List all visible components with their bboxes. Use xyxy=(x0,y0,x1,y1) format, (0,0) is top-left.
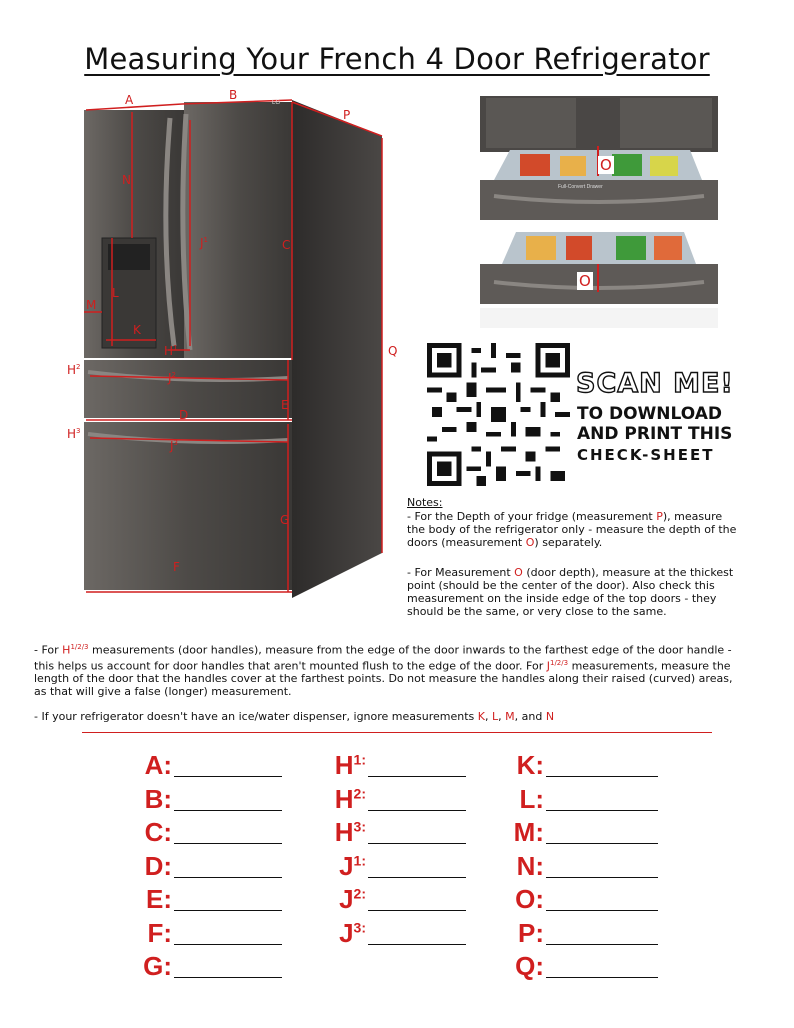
answer-line[interactable] xyxy=(174,910,282,911)
divider xyxy=(82,732,712,733)
answer-line[interactable] xyxy=(368,810,466,811)
answer-line[interactable] xyxy=(368,877,466,878)
label-e: E xyxy=(281,398,289,412)
label-q: Q xyxy=(388,344,398,358)
checklist-item: $H^{3:}$ xyxy=(334,817,366,847)
label-o-top: O xyxy=(600,156,612,174)
scan-me-heading: SCAN ME! xyxy=(576,368,734,399)
checklist-item: D: xyxy=(144,850,172,881)
scan-line-2: TO DOWNLOAD xyxy=(577,404,722,424)
label-p: P xyxy=(343,108,351,122)
handle-instructions: - For $H^{1/2/3}$ measurements (door handles), measure from the edge of the door inwards to the farthest edge of the door handle - this helps us account for door handles that aren't mounted flush to the edge of the door. For $J^{1/2/3}$ measurements, measure the length of the door that the handles cover at the farthest points. Do not measure the handles along their raised (curved) areas, as that will give a false (longer) measurement. xyxy=(34,643,733,699)
label-b: B xyxy=(229,88,238,102)
checklist-item: Q: xyxy=(515,951,544,981)
checklist-item: C: xyxy=(144,817,172,847)
qr-code xyxy=(427,343,570,486)
notes-title: Notes: xyxy=(407,496,443,509)
note-2: - For Measurement O (door depth), measure at the thickest point (should be the center of the door). Also check this measurement on the inside edge of the top doors - they should be the same, or very close to the same. xyxy=(407,566,734,618)
checklist-item: M: xyxy=(513,817,544,847)
label-n: N xyxy=(122,173,131,187)
answer-line[interactable] xyxy=(174,944,282,945)
label-c: C xyxy=(282,238,291,252)
label-h1: $H^1$ xyxy=(164,344,178,358)
label-a: A xyxy=(125,93,134,107)
label-j1: $J^1$ xyxy=(200,236,209,250)
answer-line[interactable] xyxy=(368,910,466,911)
note-1: - For the Depth of your fridge (measurement P), measure the body of the refrigerator only - measure the depth of the doors (measurement O) separately. xyxy=(407,510,737,549)
checklist-item: O: xyxy=(515,884,544,914)
answer-line[interactable] xyxy=(546,877,658,878)
checklist-item: $H^{1:}$ xyxy=(334,750,366,780)
checklist-item: F: xyxy=(147,917,172,948)
answer-line[interactable] xyxy=(368,944,466,945)
checklist-item: $H^{2:}$ xyxy=(334,783,366,814)
scan-line-4: CHECK-SHEET xyxy=(577,446,715,464)
label-o-bottom: O xyxy=(579,272,591,290)
answer-line[interactable] xyxy=(546,977,658,978)
answer-line[interactable] xyxy=(174,977,282,978)
answer-line[interactable] xyxy=(546,776,658,777)
answer-line[interactable] xyxy=(174,877,282,878)
label-h3: $H^3$ xyxy=(67,427,81,441)
answer-line[interactable] xyxy=(546,810,658,811)
checklist-item: N: xyxy=(516,850,544,881)
label-g: G xyxy=(280,513,290,527)
checklist-item: K: xyxy=(516,750,544,780)
checklist-item: B: xyxy=(144,783,172,814)
label-j2: $J^2$ xyxy=(168,371,177,385)
checklist-item: G: xyxy=(143,951,172,981)
drawer-depth-diagram xyxy=(470,96,728,334)
answer-line[interactable] xyxy=(174,776,282,777)
drawer-brand: Full-Convert Drawer xyxy=(558,184,603,190)
label-f: F xyxy=(173,560,180,574)
answer-line[interactable] xyxy=(174,843,282,844)
label-h2: $H^2$ xyxy=(67,363,81,377)
dispenser-instructions: - If your refrigerator doesn't have an ice/water dispenser, ignore measurements K, L, M, and N xyxy=(34,710,555,723)
label-d: D xyxy=(179,408,189,422)
checklist-item: E: xyxy=(146,884,172,914)
checklist-item: P: xyxy=(518,917,544,948)
answer-line[interactable] xyxy=(368,776,466,777)
checklist-item: $J^{2:}$ xyxy=(339,884,366,914)
label-k: K xyxy=(133,323,141,337)
answer-line[interactable] xyxy=(546,944,658,945)
lg-logo: LG xyxy=(272,100,281,106)
label-j3: $J^3$ xyxy=(170,439,179,453)
checklist-item: L: xyxy=(519,783,544,814)
checklist-item: $J^{1:}$ xyxy=(339,850,366,881)
checklist-item: A: xyxy=(144,750,172,780)
answer-line[interactable] xyxy=(368,843,466,844)
label-m: M xyxy=(86,298,97,312)
checklist-item: $J^{3:}$ xyxy=(339,917,366,948)
scan-line-3: AND PRINT THIS xyxy=(577,424,733,444)
answer-line[interactable] xyxy=(546,910,658,911)
page-title: Measuring Your French 4 Door Refrigerator xyxy=(84,42,710,76)
label-l: L xyxy=(112,286,119,300)
answer-line[interactable] xyxy=(174,810,282,811)
answer-line[interactable] xyxy=(546,843,658,844)
